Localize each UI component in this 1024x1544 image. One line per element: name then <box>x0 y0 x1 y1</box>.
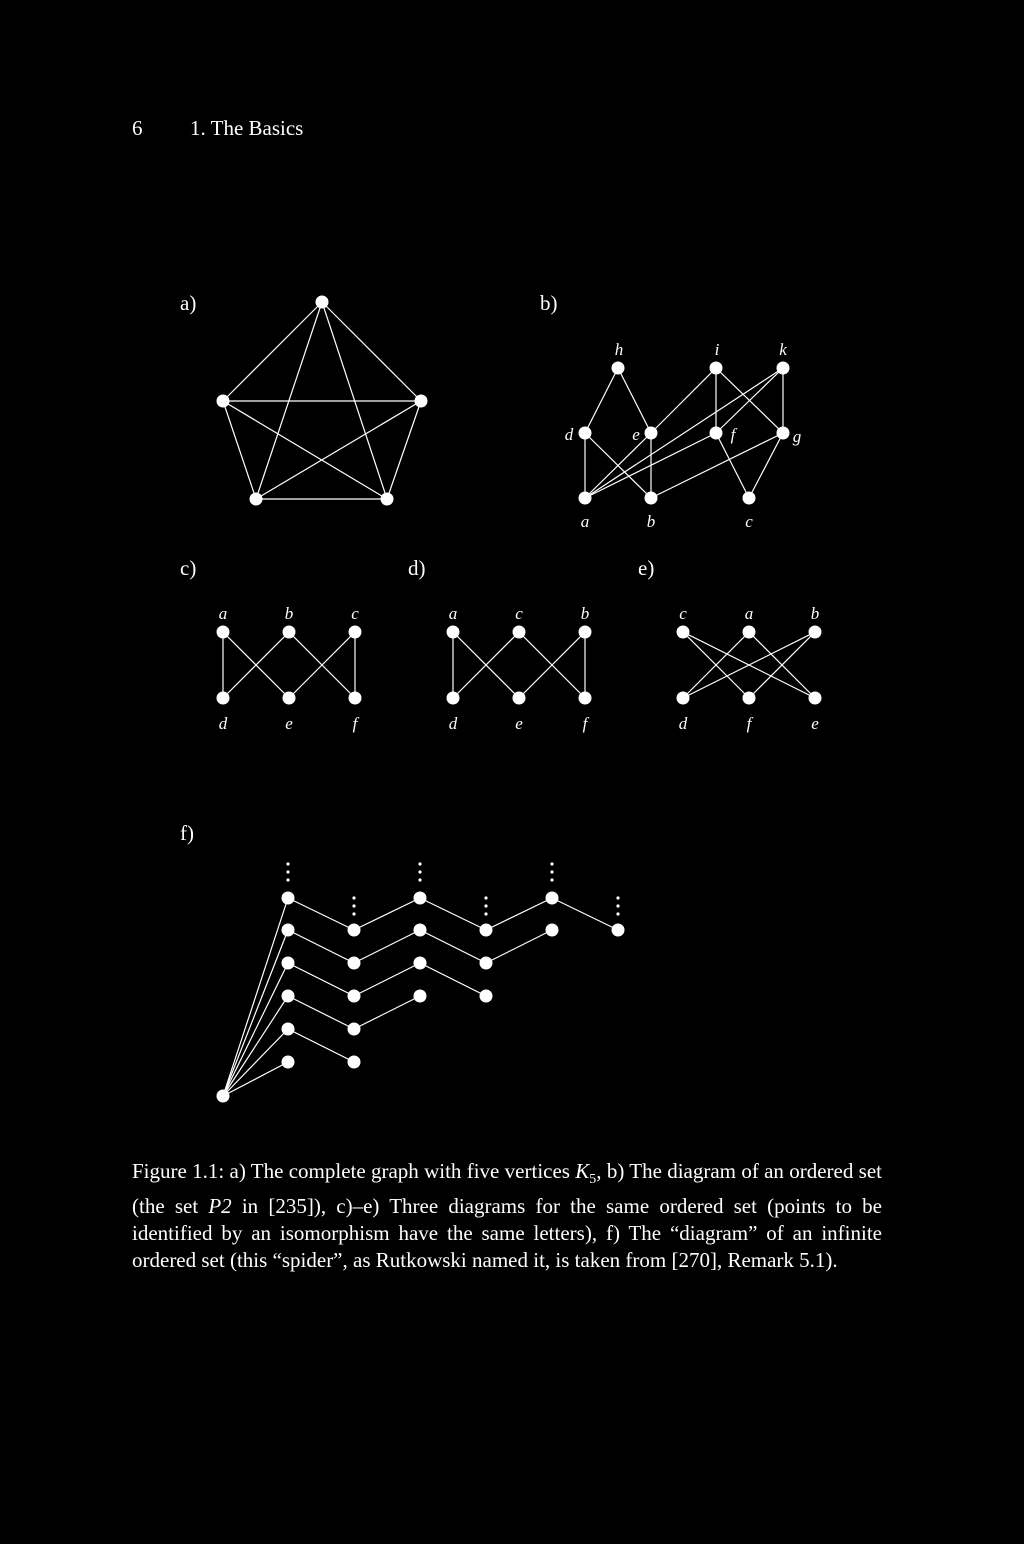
spider-vertex <box>414 990 427 1003</box>
diagram-d-label-d: d <box>448 714 458 733</box>
diagram-c-label-e: e <box>285 714 293 733</box>
spider-edge <box>288 963 354 996</box>
ellipsis-dot <box>418 870 421 873</box>
poset-b-vertex <box>579 492 592 505</box>
spider-vertex <box>348 924 361 937</box>
spider-vertex <box>480 990 493 1003</box>
diagram-c-vertex <box>217 626 230 639</box>
spider-vertex <box>348 1056 361 1069</box>
diagram-e-label-c: c <box>679 604 687 623</box>
poset-b-vertex <box>710 362 723 375</box>
diagram-d-vertex <box>513 626 526 639</box>
ellipsis-dot <box>484 912 487 915</box>
spider-vertex <box>348 957 361 970</box>
ellipsis-dot <box>286 862 289 865</box>
spider-vertex <box>282 957 295 970</box>
spider-edge <box>420 930 486 963</box>
spider-edge <box>288 898 354 930</box>
k5-edge <box>223 302 322 401</box>
spider-edge <box>486 898 552 930</box>
spider-vertex <box>282 924 295 937</box>
spider-vertex <box>282 990 295 1003</box>
ellipsis-dot <box>286 870 289 873</box>
spider-vertex <box>546 924 559 937</box>
k5-edge <box>223 401 387 499</box>
diagram-e-vertex <box>677 692 690 705</box>
k5-edge <box>223 401 256 499</box>
diagram-c-label-a: a <box>218 604 228 623</box>
vertex-label-a: a <box>580 512 590 531</box>
spider-edge <box>288 996 354 1029</box>
k5-vertex <box>250 493 263 506</box>
diagram-e-vertex <box>743 692 756 705</box>
spider-edge <box>223 963 288 1096</box>
spider-edge <box>354 996 420 1029</box>
poset-b-vertex <box>612 362 625 375</box>
spider-root <box>217 1090 230 1103</box>
ellipsis-dot <box>352 896 355 899</box>
diagram-d-vertex <box>447 692 460 705</box>
vertex-label-c: c <box>745 512 753 531</box>
diagram-c-label-c: c <box>351 604 359 623</box>
spider-vertex <box>282 892 295 905</box>
k5-vertex <box>381 493 394 506</box>
ellipsis-dot <box>418 862 421 865</box>
vertex-label-f: f <box>730 425 736 444</box>
diagram-e-label-e: e <box>811 714 819 733</box>
diagram-d-vertex <box>579 692 592 705</box>
poset-b-vertex <box>777 362 790 375</box>
spider-edge <box>288 930 354 963</box>
spider-edge <box>223 930 288 1096</box>
k5-vertex <box>316 296 329 309</box>
poset-b-edge <box>618 368 651 433</box>
spider-vertex <box>348 1023 361 1036</box>
spider-edge <box>223 996 288 1096</box>
poset-b-edge <box>651 433 783 498</box>
diagram-e-vertex <box>809 626 822 639</box>
panel-label-b: b) <box>540 291 558 315</box>
diagram-e-label-a: a <box>744 604 754 623</box>
ellipsis-dot <box>616 896 619 899</box>
spider-edge <box>486 930 552 963</box>
ellipsis-dot <box>418 878 421 881</box>
diagram-e-label-d: d <box>678 714 688 733</box>
spider-edge <box>223 898 288 1096</box>
diagram-c-vertex <box>283 626 296 639</box>
ellipsis-dot <box>352 904 355 907</box>
vertex-label-i: i <box>714 340 720 359</box>
spider-vertex <box>546 892 559 905</box>
diagram-e-label-b: b <box>810 604 820 623</box>
poset-b-vertex <box>645 427 658 440</box>
diagram-d-vertex <box>579 626 592 639</box>
chapter-title: 1. The Basics <box>190 116 304 140</box>
diagram-e-vertex <box>677 626 690 639</box>
poset-b-vertex <box>743 492 756 505</box>
spider-edge <box>223 1029 288 1096</box>
spider-edge <box>354 898 420 930</box>
panel-label-e: e) <box>638 556 655 580</box>
poset-b-edge <box>585 368 618 433</box>
panel-label-a: a) <box>180 291 197 315</box>
diagram-c-vertex <box>349 692 362 705</box>
diagram-c-vertex <box>349 626 362 639</box>
spider-vertex <box>612 924 625 937</box>
ellipsis-dot <box>616 912 619 915</box>
k5-edge <box>322 302 421 401</box>
diagram-e-vertex <box>743 626 756 639</box>
diagram-c-label-f: f <box>352 714 358 733</box>
panel-label-c: c) <box>180 556 197 580</box>
vertex-label-d: d <box>564 425 574 444</box>
vertex-label-b: b <box>646 512 656 531</box>
ellipsis-dot <box>286 878 289 881</box>
poset-b-vertex <box>710 427 723 440</box>
diagram-d-label-f: f <box>582 714 588 733</box>
k5-vertex <box>217 395 230 408</box>
spider-edge <box>354 963 420 996</box>
spider-vertex <box>414 957 427 970</box>
spider-edge <box>420 898 486 930</box>
poset-b-edge <box>651 368 716 433</box>
poset-b-vertex <box>645 492 658 505</box>
spider-vertex <box>414 892 427 905</box>
figure-caption: Figure 1.1: a) The complete graph with five vertices $K_5$, b) The diagram of an ordered set (the set P2 in [235]), c)–e) Three diagrams for the same ordered set (points to be identified by an isomorphism have the same letters), f) The “diagram” of an infinite ordered set (this “spider”, as Rutkowski named it, is taken from [270], Remark 5.1). <box>132 1159 882 1273</box>
vertex-label-g: g <box>792 427 802 446</box>
vertex-label-h: h <box>614 340 624 359</box>
ellipsis-dot <box>484 904 487 907</box>
ellipsis-dot <box>352 912 355 915</box>
diagram-d-label-e: e <box>515 714 523 733</box>
page-number: 6 <box>132 116 143 140</box>
ellipsis-dot <box>550 862 553 865</box>
poset-b-edge <box>749 433 783 498</box>
diagram-c-label-b: b <box>284 604 294 623</box>
spider-edge <box>288 1029 354 1062</box>
k5-edge <box>256 401 421 499</box>
spider-vertex <box>480 924 493 937</box>
spider-vertex <box>282 1023 295 1036</box>
diagram-e-vertex <box>809 692 822 705</box>
poset-b-vertex <box>777 427 790 440</box>
panel-label-f: f) <box>180 821 194 845</box>
diagram-c-label-d: d <box>218 714 228 733</box>
vertex-label-e: e <box>632 425 640 444</box>
spider-edge <box>354 930 420 963</box>
k5-edge <box>387 401 421 499</box>
diagram-d-label-a: a <box>448 604 458 623</box>
poset-b-vertex <box>579 427 592 440</box>
vertex-label-k: k <box>779 340 787 359</box>
spider-vertex <box>348 990 361 1003</box>
ellipsis-dot <box>550 878 553 881</box>
panel-label-d: d) <box>408 556 426 580</box>
diagram-c-vertex <box>283 692 296 705</box>
spider-vertex <box>480 957 493 970</box>
spider-vertex <box>414 924 427 937</box>
poset-b-edge <box>585 368 783 498</box>
diagram-c-vertex <box>217 692 230 705</box>
ellipsis-dot <box>484 896 487 899</box>
k5-vertex <box>415 395 428 408</box>
ellipsis-dot <box>616 904 619 907</box>
spider-vertex <box>282 1056 295 1069</box>
diagram-d-vertex <box>447 626 460 639</box>
spider-edge <box>420 963 486 996</box>
ellipsis-dot <box>550 870 553 873</box>
diagram-d-label-c: c <box>515 604 523 623</box>
spider-edge <box>552 898 618 930</box>
diagram-e-label-f: f <box>746 714 752 733</box>
diagram-d-label-b: b <box>580 604 590 623</box>
diagram-d-vertex <box>513 692 526 705</box>
